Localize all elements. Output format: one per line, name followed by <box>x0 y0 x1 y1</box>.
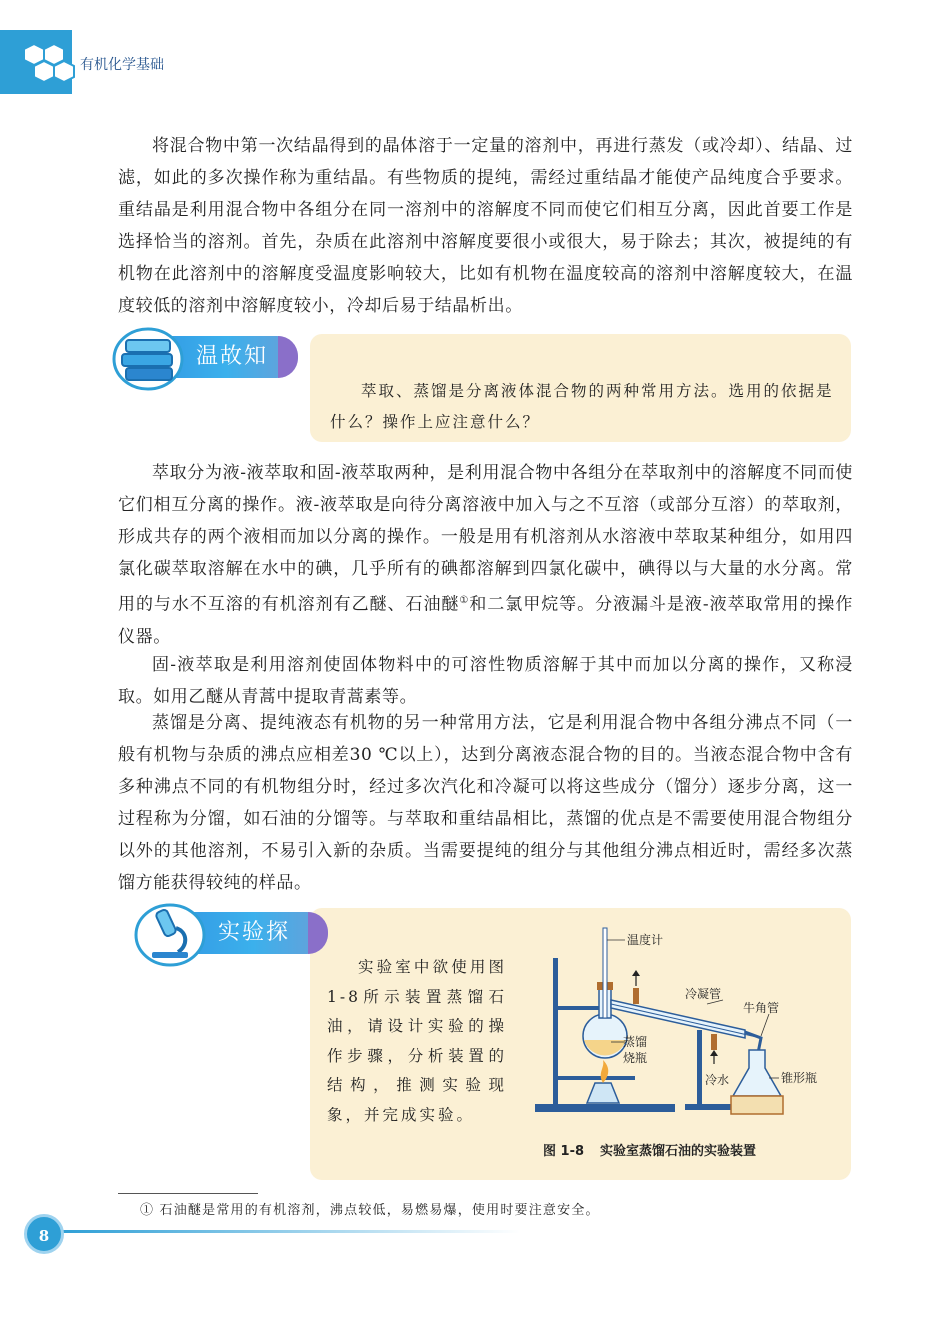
footer-line <box>60 1230 520 1233</box>
paragraph-solid-liquid-extraction: 固-液萃取是利用溶剂使固体物料中的可溶性物质溶解于其中而加以分离的操作，又称浸取。如用乙醚从青蒿中提取青蒿素等。 <box>118 655 853 707</box>
figure-caption <box>543 1140 772 1159</box>
paragraph-recrystallization: 将混合物中第一次结晶得到的晶体溶于一定量的溶剂中，再进行蒸发（或冷却）、结晶、过滤，如此的多次操作称为重结晶。有些物质的提纯，需经过重结晶才能使产品纯度合乎要求。重结晶是利用混合物中各组分在同一溶剂中的溶解度不同而使它们相互分离，因此首要工作是选择恰当的溶剂。首先，杂质在此溶剂中溶解度要很小或很大，易于除去；其次，被提纯的有机物在此溶剂中的溶解度受温度影响较大，比如有机物在温度较高的溶剂中溶解度较大，在温度较低的溶剂中溶解度较小，冷却后易于结晶析出。 <box>118 136 853 316</box>
figure-title: 实验室蒸馏石油的实验装置 <box>600 1144 757 1159</box>
stand-rod-right <box>697 1030 702 1106</box>
label-flask-1: 蒸馏 <box>623 1035 648 1049</box>
figure-number: 图 1-8 <box>543 1144 585 1159</box>
paragraph-distillation: 蒸馏是分离、提纯液态有机物的另一种常用方法，它是利用混合物中各组分沸点不同（一般有机物与杂质的沸点应相差30 ℃以上），达到分离液态混合物的目的。当液态混合物中含有多种沸点不同的有机物组分时，经过多次汽化和冷凝可以将这些成分（馏分）逐步分离，这一过程称为分馏，如石油的分馏等。与萃取和重结晶相比，蒸馏的优点是不需要使用混合物组分以外的其他溶剂，不易引入新的杂质。当需要提纯的组分与其他组分沸点相近时，需经多次蒸馏方能获得较纯的样品。 <box>118 713 853 893</box>
tag-accent <box>278 336 298 378</box>
conical-flask <box>733 1050 781 1096</box>
arrow-head-icon <box>710 1050 718 1056</box>
review-question: 萃取、蒸馏是分离液体混合物的两种常用方法。选用的依据是什么？操作上应注意什么？ <box>330 382 834 431</box>
review-tag-label: 温故知新 <box>196 344 269 411</box>
footnote-divider <box>118 1193 258 1194</box>
microscope-icon <box>134 902 208 968</box>
label-adapter: 牛角管 <box>743 1001 780 1015</box>
label-cold-water: 冷水 <box>705 1073 730 1087</box>
water-inlet <box>711 1034 717 1050</box>
page-header <box>0 0 952 94</box>
label-thermometer: 温度计 <box>627 933 664 947</box>
footnote: ① 石油醚是常用的有机溶剂，沸点较低，易燃易爆，使用时要注意安全。 <box>140 1203 600 1218</box>
leader-line <box>761 1014 769 1036</box>
stand-rod <box>553 958 558 1106</box>
label-condenser: 冷凝管 <box>685 987 722 1001</box>
extraction-text-b: 和二氯甲烷等。分液漏斗是液-液萃取常用的操作仪器。 <box>118 594 853 647</box>
ring-support <box>555 1076 635 1080</box>
label-conical-flask: 锥形瓶 <box>781 1071 818 1085</box>
inner-tube <box>611 1004 761 1038</box>
book-title: 有机化学基础 <box>80 57 164 73</box>
books-icon <box>112 326 186 392</box>
water-outlet <box>633 988 639 1004</box>
thermometer <box>603 928 607 1018</box>
alcohol-lamp <box>587 1083 619 1103</box>
distillation-apparatus-figure <box>525 918 825 1118</box>
page-number: 8 <box>24 1214 64 1254</box>
experiment-instructions: 实验室中欲使用图1-8所示装置蒸馏石油，请设计实验的操作步骤，分析装置的结构，推测实验现象，并完成实验。 <box>327 958 507 1124</box>
experiment-tag-label: 实验探究 <box>218 920 291 987</box>
label-flask-2: 烧瓶 <box>623 1051 648 1065</box>
footnote-mark: ① <box>459 595 470 606</box>
extraction-text-a: 萃取分为液-液萃取和固-液萃取两种，是利用混合物中各组分在萃取剂中的溶解度不同而使它们相互分离的操作。液-液萃取是向待分离溶液中加入与之不互溶（或部分互溶）的萃取剂，形成共存的两个液相而加以分离的操作。一般是用有机溶剂从水溶液中萃取某种组分，如用四氯化碳萃取溶解在水中的碘，几乎所有的碘都溶解到四氯化碳中，碘得以与大量的水分离。常用的与水不互溶的有机溶剂有乙醚、石油醚 <box>118 463 853 615</box>
hexagon-logo-icon <box>14 40 76 92</box>
paragraph-extraction <box>118 457 853 653</box>
wood-block <box>731 1096 783 1114</box>
arrow-head-icon <box>632 970 640 976</box>
